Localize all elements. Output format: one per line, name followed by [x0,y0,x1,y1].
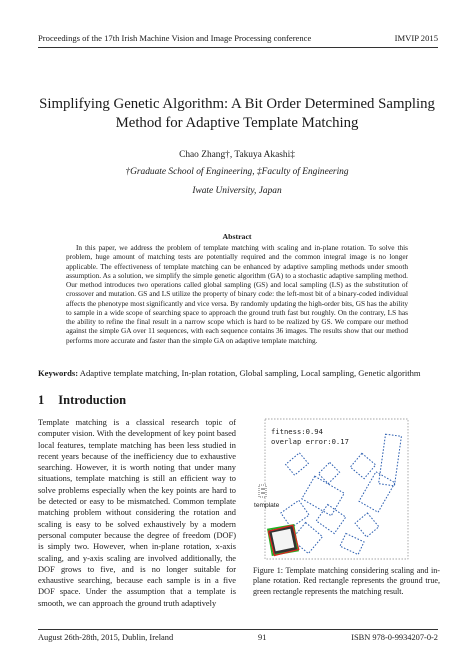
keywords-label: Keywords: [38,368,79,378]
candidate-rectangle [379,434,402,486]
running-header [38,33,438,43]
header-rule [38,47,438,48]
paper-title [30,95,444,133]
candidate-rectangle [350,453,375,478]
candidate-rectangle [302,476,344,516]
abstract-heading: Abstract [222,232,252,241]
section-title: Introduction [58,393,127,407]
affiliation-university: Iwate University, Japan [192,186,282,196]
header-venue: IMVIP 2015 [394,33,438,43]
section-heading [38,393,126,408]
candidate-rectangle [355,513,379,537]
figure-1 [254,417,412,562]
candidate-rectangle [316,504,345,533]
template-thumb [259,485,266,497]
footer-date-location: August 26th-28th, 2015, Dublin, Ireland [38,633,174,642]
matched-object [268,525,299,556]
figure-caption: Figure 1: Template matching considering scaling and in-plane rotation. Red rectangle represents the ground true, green rectangle represents the matching result. [253,566,440,596]
template-marker [259,485,266,497]
header-conference: Proceedings of the 17th Irish Machine Vision and Image Processing conference [38,33,312,43]
object-patch [270,527,296,553]
intro-paragraph: Template matching is a classical research topic of computer vision. With the development of key point based local features, template matching has been less studied in recent years because of the inefficiency due to exhaustive searching. However, it is worth noting that under many situations, template matching is still an efficient way to solve problems especially when the key points are hard to be detected or easy to be mismatched. Common template matching problem without considering the rotation and scaling is easy to be solved exhaustively by a modern personal computer because the degree of freedom (DOF) is simply two. However, when in-plane rotation, x-axis scaling, and y-axis scaling are involved additionally, the DOF grows to five, and is no longer suitable for exhaustive searching, because each sample is in a five DOF space. Under the assumption that a template is smooth, we can approach the ground truth adaptively [38,418,236,608]
authors: Chao Zhang†, Takuya Akashi‡ [179,150,295,160]
page-footer [38,633,438,642]
fitness-readout: fitness:0.94 [271,427,323,436]
template-label: template [254,502,280,509]
candidate-rectangle [286,453,309,475]
footer-isbn: ISBN 978-0-9934207-0-2 [351,633,438,642]
keywords [38,368,438,379]
affiliation-departments: †Graduate School of Engineering, ‡Faculty of Engineering [125,167,349,177]
title-line-2: Method for Adaptive Template Matching [115,115,359,131]
footer-rule [38,629,438,630]
overlap-readout: overlap error:0.17 [271,437,349,446]
candidate-rectangles [281,434,402,554]
page-number: 91 [258,633,267,642]
title-line-1: Simplifying Genetic Algorithm: A Bit Order Determined Sampling [39,96,435,112]
candidate-rectangle [340,533,364,554]
section-number: 1 [38,393,45,407]
keywords-list: Adaptive template matching, In-plan rotation, Global sampling, Local sampling, Genetic algorithm [79,368,421,378]
abstract-body: In this paper, we address the problem of template matching with scaling and in-plane rotation. To solve this problem, huge amount of matching tests are potentially required and the common integral image is no longer applicable. The effectiveness of template matching can be enhanced by adaptive sampling methods under smooth assumption. As a solution, we simplify the simple genetic algorithm (GA) to a stochastic adaptive sampling method. Our method introduces two operations called global sampling (GS) and local sampling (LS) as the substitution of crossover and mutation. GS and LS utilize the property of binary code: the left-most bit of a binary-coded individual affects the phenotype most significantly and vice versa. By randomly updating the high-order bits, GS has the ability to sample in a wide scope of searching space to approach the ground truth fast but roughly. On the contrary, LS has the ability to refine the final result in a narrow scope which is hard to be realized by GS. We compare our method against the simple GA over 11 sequences, with each sequence contains 36 images. The results show that our method performs more accurate and faster than the simple GA on adaptive template matching. [66,243,408,345]
candidate-rectangle [359,472,395,512]
